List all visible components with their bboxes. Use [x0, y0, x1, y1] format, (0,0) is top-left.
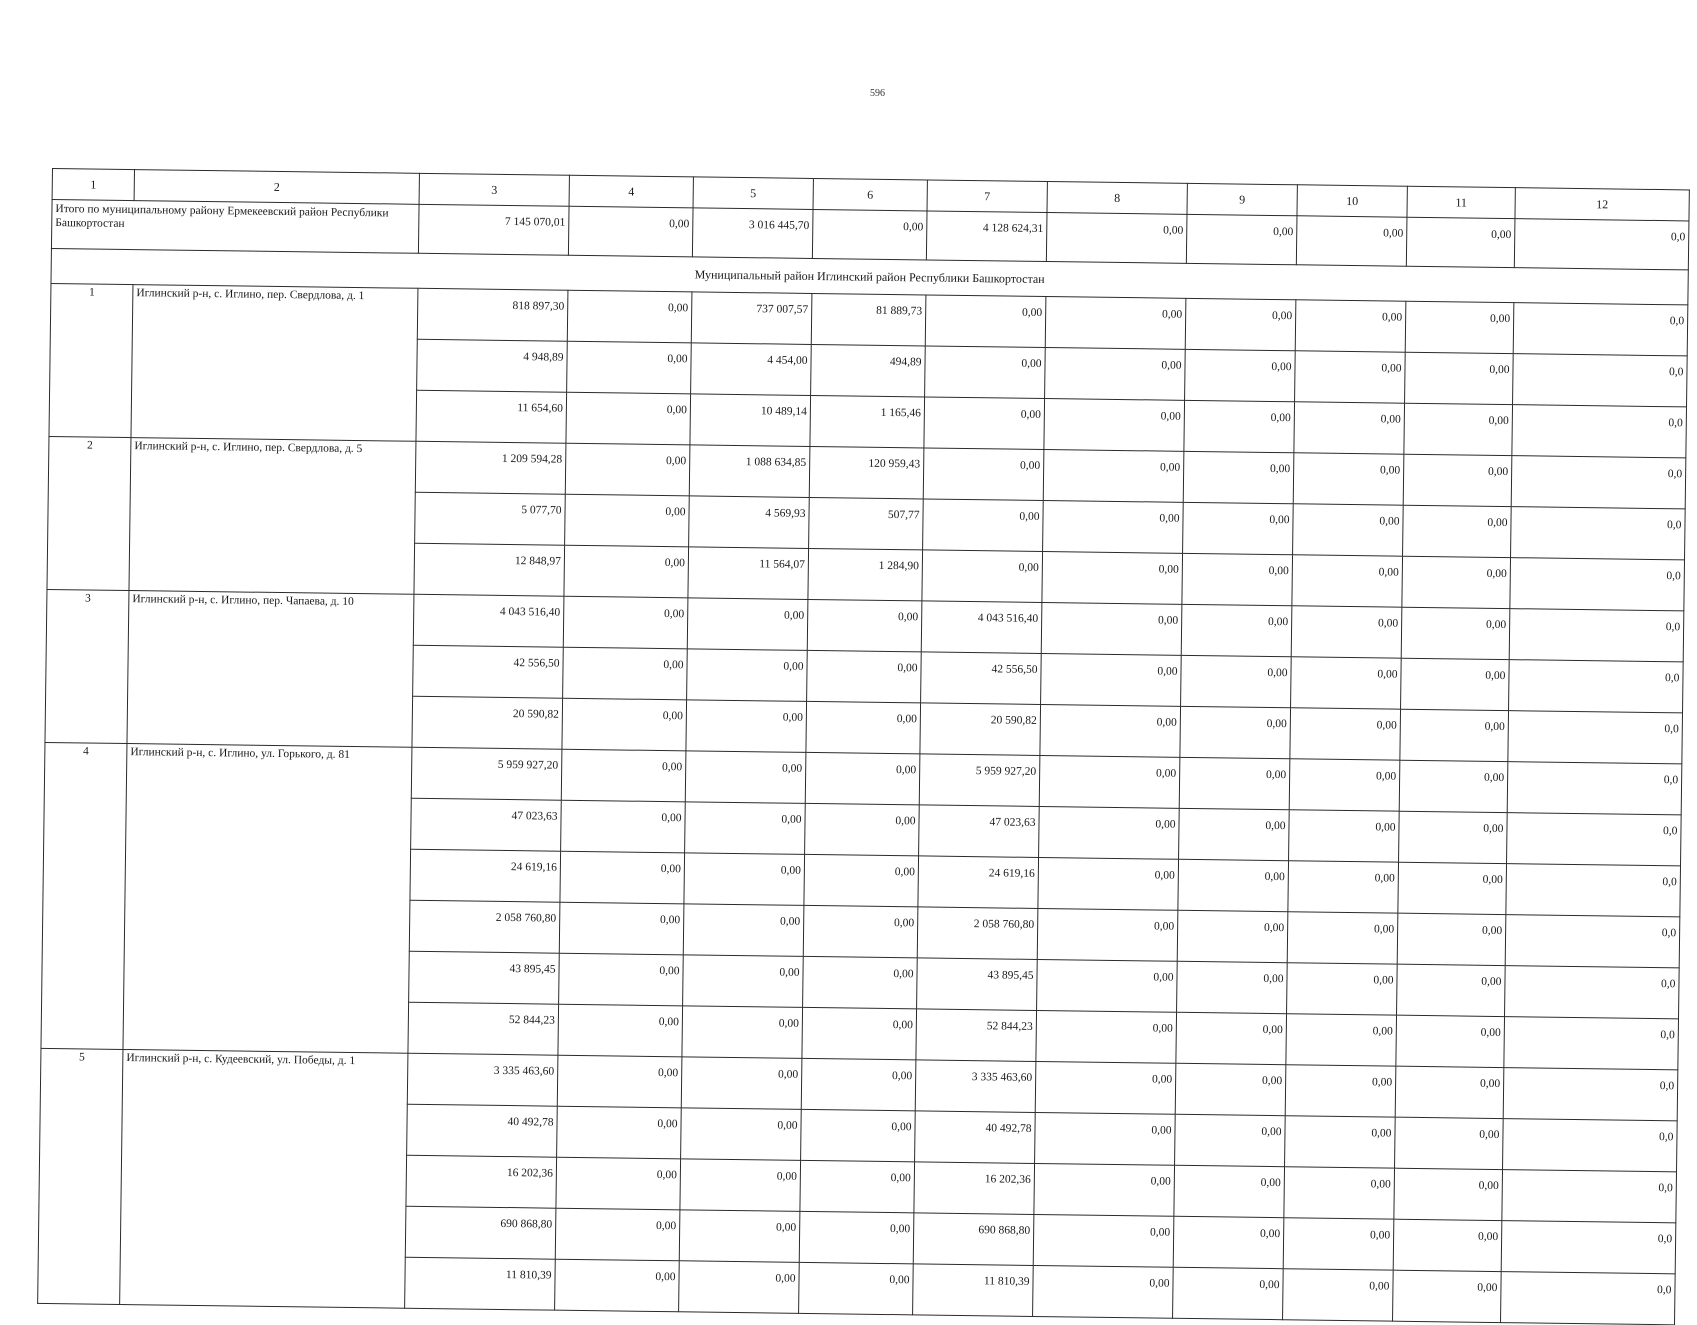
cell-value: 24 619,16: [918, 856, 1039, 909]
cell-value: 507,77: [809, 497, 924, 549]
cell-value: 0,00: [1045, 297, 1186, 350]
cell-value: 0,00: [1185, 298, 1296, 350]
cell-value: 0,00: [1396, 1015, 1505, 1067]
cell-value: 16 202,36: [406, 1155, 557, 1208]
cell-value: 0,0: [1501, 1221, 1676, 1274]
cell-value: 0,00: [922, 550, 1043, 603]
cell-value: 1 165,46: [810, 395, 925, 447]
cell-value: 0,00: [801, 1058, 916, 1110]
cell-value: 0,00: [1284, 1167, 1395, 1219]
cell-value: 0,00: [1395, 1117, 1504, 1169]
cell-value: 0,00: [1393, 1270, 1502, 1322]
cell-value: 0,00: [800, 1160, 915, 1212]
column-number: 7: [927, 180, 1047, 213]
cell-value: 0,00: [563, 647, 688, 700]
cell-value: 690 868,80: [405, 1206, 556, 1259]
report-table: [37, 168, 1690, 1325]
cell-value: 0,00: [1036, 1010, 1177, 1063]
report-sheet: [37, 168, 1690, 1325]
column-number: 1: [52, 169, 134, 201]
cell-value: 0,00: [1041, 602, 1182, 655]
cell-value: 0,00: [924, 397, 1045, 450]
cell-value: 0,00: [556, 1157, 681, 1210]
cell-value: 0,00: [557, 1055, 682, 1108]
column-number: 10: [1297, 185, 1407, 217]
cell-value: 0,00: [682, 1006, 803, 1059]
report-body: [38, 169, 1690, 1325]
cell-value: 0,00: [1394, 1168, 1503, 1220]
object-index: 1: [49, 283, 133, 437]
cell-value: 0,00: [1287, 912, 1398, 964]
cell-value: 0,0: [1503, 1068, 1678, 1121]
cell-value: 0,00: [1179, 808, 1290, 860]
cell-value: 0,00: [806, 701, 921, 753]
cell-value: 0,00: [1293, 453, 1404, 505]
cell-value: 0,00: [1033, 1214, 1174, 1267]
cell-value: 0,0: [1507, 813, 1682, 866]
cell-value: 0,00: [1181, 604, 1292, 656]
cell-value: 0,00: [1043, 450, 1184, 503]
column-number: 11: [1407, 186, 1515, 218]
cell-value: 0,00: [1295, 300, 1406, 352]
cell-value: 737 007,57: [691, 292, 812, 345]
cell-value: 0,00: [1175, 1063, 1286, 1115]
cell-value: 0,00: [1041, 653, 1182, 706]
cell-value: 0,00: [1290, 708, 1401, 760]
cell-value: 0,00: [1038, 857, 1179, 910]
cell-value: 0,00: [686, 700, 807, 753]
cell-value: 0,00: [1398, 862, 1507, 914]
cell-value: 0,00: [567, 290, 692, 343]
cell-value: 0,00: [1289, 759, 1400, 811]
cell-value: 0,00: [1403, 454, 1512, 506]
cell-value: 0,00: [1183, 502, 1294, 554]
cell-value: 3 335 463,60: [915, 1060, 1036, 1113]
cell-value: 0,00: [799, 1262, 914, 1314]
cell-value: 0,00: [801, 1109, 916, 1161]
total-value: 0,00: [812, 209, 927, 259]
cell-value: 20 590,82: [412, 696, 563, 749]
cell-value: 0,0: [1503, 1119, 1678, 1172]
cell-value: 0,00: [803, 956, 918, 1008]
section-title: Муниципальный район Иглинский район Республики Башкортостан: [51, 248, 1688, 304]
cell-value: 0,00: [555, 1259, 680, 1312]
cell-value: 0,00: [1295, 351, 1406, 403]
cell-value: 5 959 927,20: [919, 754, 1040, 807]
cell-value: 0,00: [1179, 757, 1290, 809]
cell-value: 0,00: [1177, 910, 1288, 962]
column-number: 9: [1187, 183, 1297, 215]
cell-value: 0,00: [1177, 961, 1288, 1013]
column-number: 3: [419, 173, 569, 206]
cell-value: 0,00: [1285, 1065, 1396, 1117]
column-number: 4: [569, 175, 693, 208]
cell-value: 0,0: [1505, 966, 1680, 1019]
cell-value: 0,00: [1034, 1163, 1175, 1216]
cell-value: 0,00: [563, 596, 688, 649]
cell-value: 0,00: [1291, 657, 1402, 709]
cell-value: 0,00: [1183, 451, 1294, 503]
column-number: 6: [813, 178, 927, 210]
object-index: 2: [47, 436, 131, 590]
cell-value: 0,00: [805, 803, 920, 855]
cell-value: 0,00: [1174, 1165, 1285, 1217]
cell-value: 0,00: [1397, 913, 1506, 965]
cell-value: 0,00: [1395, 1066, 1504, 1118]
cell-value: 0,00: [1283, 1218, 1394, 1270]
cell-value: 0,00: [558, 1004, 683, 1057]
cell-value: 3 335 463,60: [407, 1053, 558, 1106]
cell-value: 0,00: [799, 1211, 914, 1263]
cell-value: 0,00: [807, 599, 922, 651]
cell-value: 0,00: [1401, 658, 1510, 710]
cell-value: 0,00: [561, 749, 686, 802]
cell-value: 0,00: [1181, 655, 1292, 707]
page-number: 596: [870, 88, 885, 99]
cell-value: 42 556,50: [921, 652, 1042, 705]
cell-value: 0,0: [1506, 864, 1681, 917]
cell-value: 0,0: [1507, 762, 1682, 815]
cell-value: 0,00: [925, 346, 1046, 399]
cell-value: 0,0: [1512, 405, 1687, 458]
cell-value: 0,00: [923, 448, 1044, 501]
object-index: 4: [41, 742, 127, 1049]
cell-value: 0,0: [1513, 303, 1688, 356]
cell-value: 0,00: [566, 392, 691, 445]
cell-value: 0,00: [685, 751, 806, 804]
district-total-label: Итого по муниципальному району Ермекеевский район Республики Башкортостан: [51, 200, 419, 254]
object-index: 5: [38, 1048, 123, 1304]
cell-value: 0,00: [1180, 706, 1291, 758]
cell-value: 0,00: [1404, 403, 1513, 455]
cell-value: 0,00: [557, 1106, 682, 1159]
cell-value: 0,00: [803, 905, 918, 957]
cell-value: 52 844,23: [916, 1009, 1037, 1062]
cell-value: 0,00: [562, 698, 687, 751]
cell-value: 0,00: [1397, 964, 1506, 1016]
cell-value: 0,0: [1504, 1017, 1679, 1070]
cell-value: 0,00: [564, 545, 689, 598]
cell-value: 0,00: [567, 341, 692, 394]
cell-value: 0,0: [1513, 354, 1688, 407]
total-value: 0,00: [1046, 213, 1187, 264]
cell-value: 0,00: [559, 953, 684, 1006]
object-address: Иглинский р-н, с. Иглино, пер. Чапаева, д. 10: [127, 591, 414, 748]
cell-value: 0,00: [1045, 348, 1186, 401]
cell-value: 20 590,82: [920, 703, 1041, 756]
cell-value: 0,00: [1173, 1267, 1284, 1319]
cell-value: 0,00: [1293, 504, 1404, 556]
object-address: Иглинский р-н, с. Иглино, ул. Горького, д. 81: [123, 744, 412, 1054]
cell-value: 0,00: [804, 854, 919, 906]
cell-value: 52 844,23: [408, 1002, 559, 1055]
cell-value: 0,00: [561, 800, 686, 853]
cell-value: 4 043 516,40: [921, 601, 1042, 654]
cell-value: 0,00: [1037, 908, 1178, 961]
cell-value: 12 848,97: [414, 543, 565, 596]
cell-value: 0,00: [565, 443, 690, 496]
cell-value: 0,00: [1039, 755, 1180, 808]
cell-value: 2 058 760,80: [917, 907, 1038, 960]
object-address: Иглинский р-н, с. Кудеевский, ул. Победы, д. 1: [120, 1050, 408, 1309]
cell-value: 0,00: [1175, 1114, 1286, 1166]
cell-value: 47 023,63: [411, 798, 562, 851]
cell-value: 0,00: [1042, 551, 1183, 604]
total-value: 4 128 624,31: [926, 211, 1047, 262]
cell-value: 0,00: [685, 802, 806, 855]
cell-value: 0,0: [1511, 456, 1686, 509]
cell-value: 0,00: [1402, 556, 1511, 608]
cell-value: 0,00: [680, 1159, 801, 1212]
cell-value: 0,00: [1294, 402, 1405, 454]
cell-value: 11 564,07: [688, 547, 809, 600]
cell-value: 10 489,14: [690, 394, 811, 447]
cell-value: 5 077,70: [415, 492, 566, 545]
cell-value: 24 619,16: [410, 849, 561, 902]
cell-value: 0,00: [687, 598, 808, 651]
cell-value: 0,00: [1288, 861, 1399, 913]
cell-value: 0,00: [1184, 400, 1295, 452]
cell-value: 0,00: [681, 1108, 802, 1161]
cell-value: 0,0: [1510, 558, 1685, 611]
cell-value: 0,0: [1509, 609, 1684, 662]
cell-value: 0,00: [559, 902, 684, 955]
cell-value: 40 492,78: [407, 1104, 558, 1157]
cell-value: 0,00: [1399, 760, 1508, 812]
cell-value: 0,00: [1044, 399, 1185, 452]
cell-value: 4 948,89: [417, 339, 568, 392]
cell-value: 1 209 594,28: [415, 441, 566, 494]
total-value: 0,0: [1514, 219, 1689, 270]
cell-value: 0,00: [1285, 1116, 1396, 1168]
cell-value: 0,00: [683, 955, 804, 1008]
cell-value: 0,00: [1399, 811, 1508, 863]
cell-value: 5 959 927,20: [411, 747, 562, 800]
cell-value: 40 492,78: [915, 1111, 1036, 1164]
total-value: 0,00: [1406, 217, 1515, 267]
object-index: 3: [45, 589, 129, 743]
cell-value: 0,00: [1043, 501, 1184, 554]
column-number: 12: [1515, 188, 1689, 221]
total-value: 0,00: [1296, 216, 1407, 266]
column-number: 8: [1047, 182, 1187, 215]
cell-value: 0,00: [683, 904, 804, 957]
cell-value: 1 284,90: [808, 548, 923, 600]
cell-value: 0,00: [1035, 1061, 1176, 1114]
cell-value: 0,00: [1400, 709, 1509, 761]
cell-value: 0,00: [687, 649, 808, 702]
cell-value: 1 088 634,85: [689, 445, 810, 498]
cell-value: 0,00: [1393, 1219, 1502, 1271]
cell-value: 0,0: [1505, 915, 1680, 968]
cell-value: 0,00: [1289, 810, 1400, 862]
cell-value: 0,00: [681, 1057, 802, 1110]
cell-value: 11 810,39: [405, 1257, 556, 1310]
column-number: 2: [134, 170, 419, 205]
cell-value: 81 889,73: [811, 293, 926, 345]
cell-value: 4 043 516,40: [413, 594, 564, 647]
cell-value: 0,00: [1185, 349, 1296, 401]
cell-value: 4 454,00: [691, 343, 812, 396]
cell-value: 0,00: [1405, 301, 1514, 353]
cell-value: 0,00: [1286, 1014, 1397, 1066]
total-value: 0,00: [568, 206, 693, 257]
cell-value: 0,0: [1508, 711, 1683, 764]
cell-value: 818 897,30: [417, 288, 568, 341]
cell-value: 47 023,63: [919, 805, 1040, 858]
cell-value: 0,00: [1033, 1265, 1174, 1318]
object-address: Иглинский р-н, с. Иглино, пер. Свердлова, д. 1: [131, 285, 418, 442]
cell-value: 0,00: [1178, 859, 1289, 911]
cell-value: 0,00: [560, 851, 685, 904]
cell-value: 2 058 760,80: [409, 900, 560, 953]
cell-value: 0,00: [1173, 1216, 1284, 1268]
cell-value: 0,00: [1039, 806, 1180, 859]
cell-value: 0,00: [1037, 959, 1178, 1012]
cell-value: 0,00: [1176, 1012, 1287, 1064]
cell-value: 16 202,36: [914, 1162, 1035, 1215]
cell-value: 42 556,50: [413, 645, 564, 698]
cell-value: 0,00: [802, 1007, 917, 1059]
cell-value: 0,00: [925, 295, 1046, 348]
cell-value: 0,00: [555, 1208, 680, 1261]
cell-value: 0,0: [1501, 1272, 1676, 1325]
cell-value: 0,00: [923, 499, 1044, 552]
cell-value: 43 895,45: [917, 958, 1038, 1011]
cell-value: 0,0: [1511, 507, 1686, 560]
cell-value: 0,0: [1502, 1170, 1677, 1223]
cell-value: 0,00: [1405, 352, 1514, 404]
cell-value: 120 959,43: [809, 446, 924, 498]
cell-value: 11 810,39: [913, 1264, 1034, 1317]
column-number: 5: [693, 177, 813, 210]
cell-value: 11 654,60: [416, 390, 567, 443]
cell-value: 0,00: [1292, 555, 1403, 607]
total-value: 0,00: [1186, 214, 1297, 264]
cell-value: 0,00: [1287, 963, 1398, 1015]
cell-value: 0,00: [805, 752, 920, 804]
cell-value: 494,89: [811, 344, 926, 396]
cell-value: 0,00: [684, 853, 805, 906]
object-address: Иглинский р-н, с. Иглино, пер. Свердлова, д. 5: [129, 438, 416, 595]
total-value: 7 145 070,01: [418, 204, 569, 255]
cell-value: 0,00: [679, 1261, 800, 1314]
cell-value: 0,00: [679, 1210, 800, 1263]
cell-value: 0,00: [1403, 505, 1512, 557]
cell-value: 0,00: [807, 650, 922, 702]
cell-value: 0,00: [1283, 1269, 1394, 1321]
cell-value: 690 868,80: [913, 1213, 1034, 1266]
cell-value: 0,0: [1509, 660, 1684, 713]
cell-value: 0,00: [1035, 1112, 1176, 1165]
cell-value: 4 569,93: [689, 496, 810, 549]
cell-value: 0,00: [1040, 704, 1181, 757]
cell-value: 0,00: [565, 494, 690, 547]
cell-value: 0,00: [1291, 606, 1402, 658]
cell-value: 0,00: [1182, 553, 1293, 605]
cell-value: 0,00: [1401, 607, 1510, 659]
cell-value: 43 895,45: [409, 951, 560, 1004]
total-value: 3 016 445,70: [692, 208, 813, 259]
